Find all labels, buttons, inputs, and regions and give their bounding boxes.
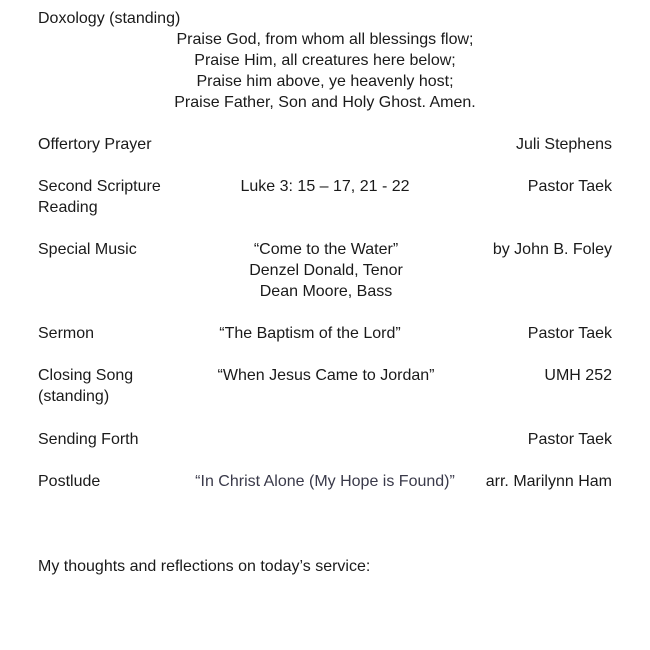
- sermon-title: “The Baptism of the Lord”: [219, 325, 401, 342]
- scripture-reference: Luke 3: 15 – 17, 21 - 22: [240, 178, 410, 195]
- leader-sending-forth: Pastor Taek: [527, 431, 612, 448]
- service-item-postlude: Postlude: [38, 473, 101, 490]
- doxology-line: Praise Father, Son and Holy Ghost. Amen.: [174, 94, 476, 111]
- service-item-second-scripture-line1: Second Scripture: [38, 178, 161, 195]
- postlude-arranger: arr. Marilynn Ham: [485, 473, 612, 490]
- special-music-performer-tenor: Denzel Donald, Tenor: [249, 262, 403, 279]
- reflection-prompt: My thoughts and reflections on today’s service:: [38, 558, 371, 575]
- special-music-title: “Come to the Water”: [253, 241, 399, 258]
- leader-offertory-prayer: Juli Stephens: [515, 136, 612, 153]
- service-item-closing-song-line1: Closing Song: [38, 367, 134, 384]
- service-item-second-scripture-line2: Reading: [38, 199, 98, 216]
- service-item-sending-forth: Sending Forth: [38, 431, 139, 448]
- closing-song-hymnal-number: UMH 252: [544, 367, 612, 384]
- closing-song-title: “When Jesus Came to Jordan”: [217, 367, 435, 384]
- special-music-composer: by John B. Foley: [492, 241, 612, 258]
- special-music-performer-bass: Dean Moore, Bass: [259, 283, 393, 300]
- doxology-line: Praise Him, all creatures here below;: [194, 52, 456, 69]
- service-item-sermon: Sermon: [38, 325, 95, 342]
- service-item-special-music: Special Music: [38, 241, 137, 258]
- doxology-line: Praise God, from whom all blessings flow;: [176, 31, 474, 48]
- leader-sermon: Pastor Taek: [527, 325, 612, 342]
- doxology-heading: Doxology (standing): [38, 10, 181, 27]
- postlude-title: “In Christ Alone (My Hope is Found)”: [195, 473, 455, 490]
- service-item-closing-song-line2: (standing): [38, 388, 110, 405]
- leader-second-scripture: Pastor Taek: [527, 178, 612, 195]
- service-item-offertory-prayer: Offertory Prayer: [38, 136, 152, 153]
- doxology-line: Praise him above, ye heavenly host;: [196, 73, 454, 90]
